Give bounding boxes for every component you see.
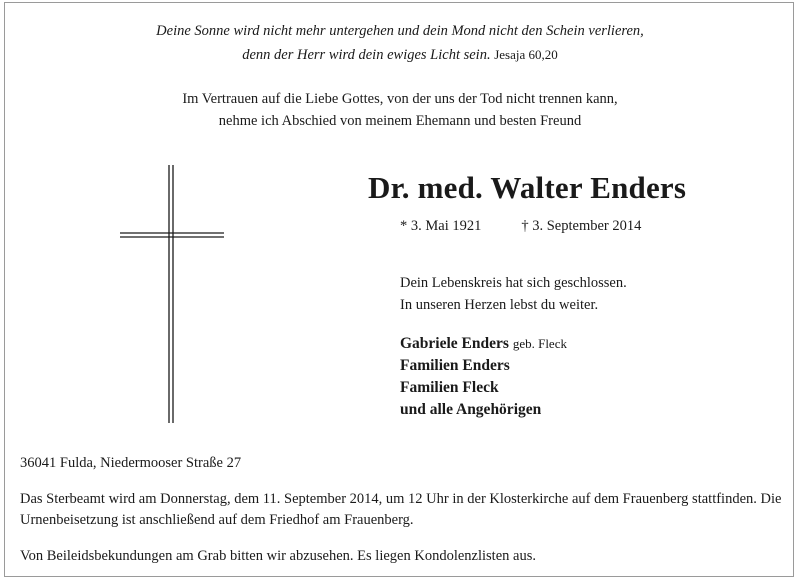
condolence-note: Von Beileidsbekundungen am Grab bitten wir abzusehen. Es liegen Kondolenzlisten aus. <box>20 548 536 564</box>
intro-line-1: Im Vertrauen auf die Liebe Gottes, von der uns der Tod nicht trennen kann, <box>182 91 618 107</box>
verse-line-2-text: denn der Herr wird dein ewiges Licht sein. <box>242 47 491 63</box>
mourner-line-3: Familien Fleck <box>400 379 499 396</box>
deceased-name: Dr. med. Walter Enders <box>368 170 687 205</box>
motto-line-2: In unseren Herzen lebst du weiter. <box>400 297 599 313</box>
intro-text <box>0 88 800 132</box>
cross-icon <box>118 165 228 425</box>
bible-verse <box>0 20 800 67</box>
mourners-list <box>400 333 567 421</box>
address: 36041 Fulda, Niedermooser Straße 27 <box>20 455 242 471</box>
verse-line-2 <box>0 43 800 67</box>
motto-line-1: Dein Lebenskreis hat sich geschlossen. <box>400 275 627 291</box>
death-date: † 3. September 2014 <box>521 218 642 234</box>
intro-line-2: nehme ich Abschied von meinem Ehemann und besten Freund <box>218 113 582 129</box>
mourner-maiden-name: geb. Fleck <box>512 336 567 351</box>
mourner-primary <box>400 333 567 355</box>
mourner-line-2: Familien Enders <box>400 357 510 374</box>
verse-reference: Jesaja 60,20 <box>494 47 558 62</box>
mourner-line-4: und alle Angehörigen <box>400 401 542 418</box>
motto <box>400 272 627 316</box>
verse-line-1: Deine Sonne wird nicht mehr untergehen und dein Mond nicht den Schein verlieren, <box>156 23 644 39</box>
service-info: Das Sterbeamt wird am Donnerstag, dem 11. September 2014, um 12 Uhr in der Klosterkirche auf dem Frauenberg stattfinden. Die Urnenbeisetzung ist anschließend auf dem Friedhof am Frauenberg. <box>20 491 782 528</box>
mourner-primary-name: Gabriele Enders <box>400 335 509 352</box>
life-dates <box>400 218 641 235</box>
birth-date: * 3. Mai 1921 <box>400 218 482 234</box>
